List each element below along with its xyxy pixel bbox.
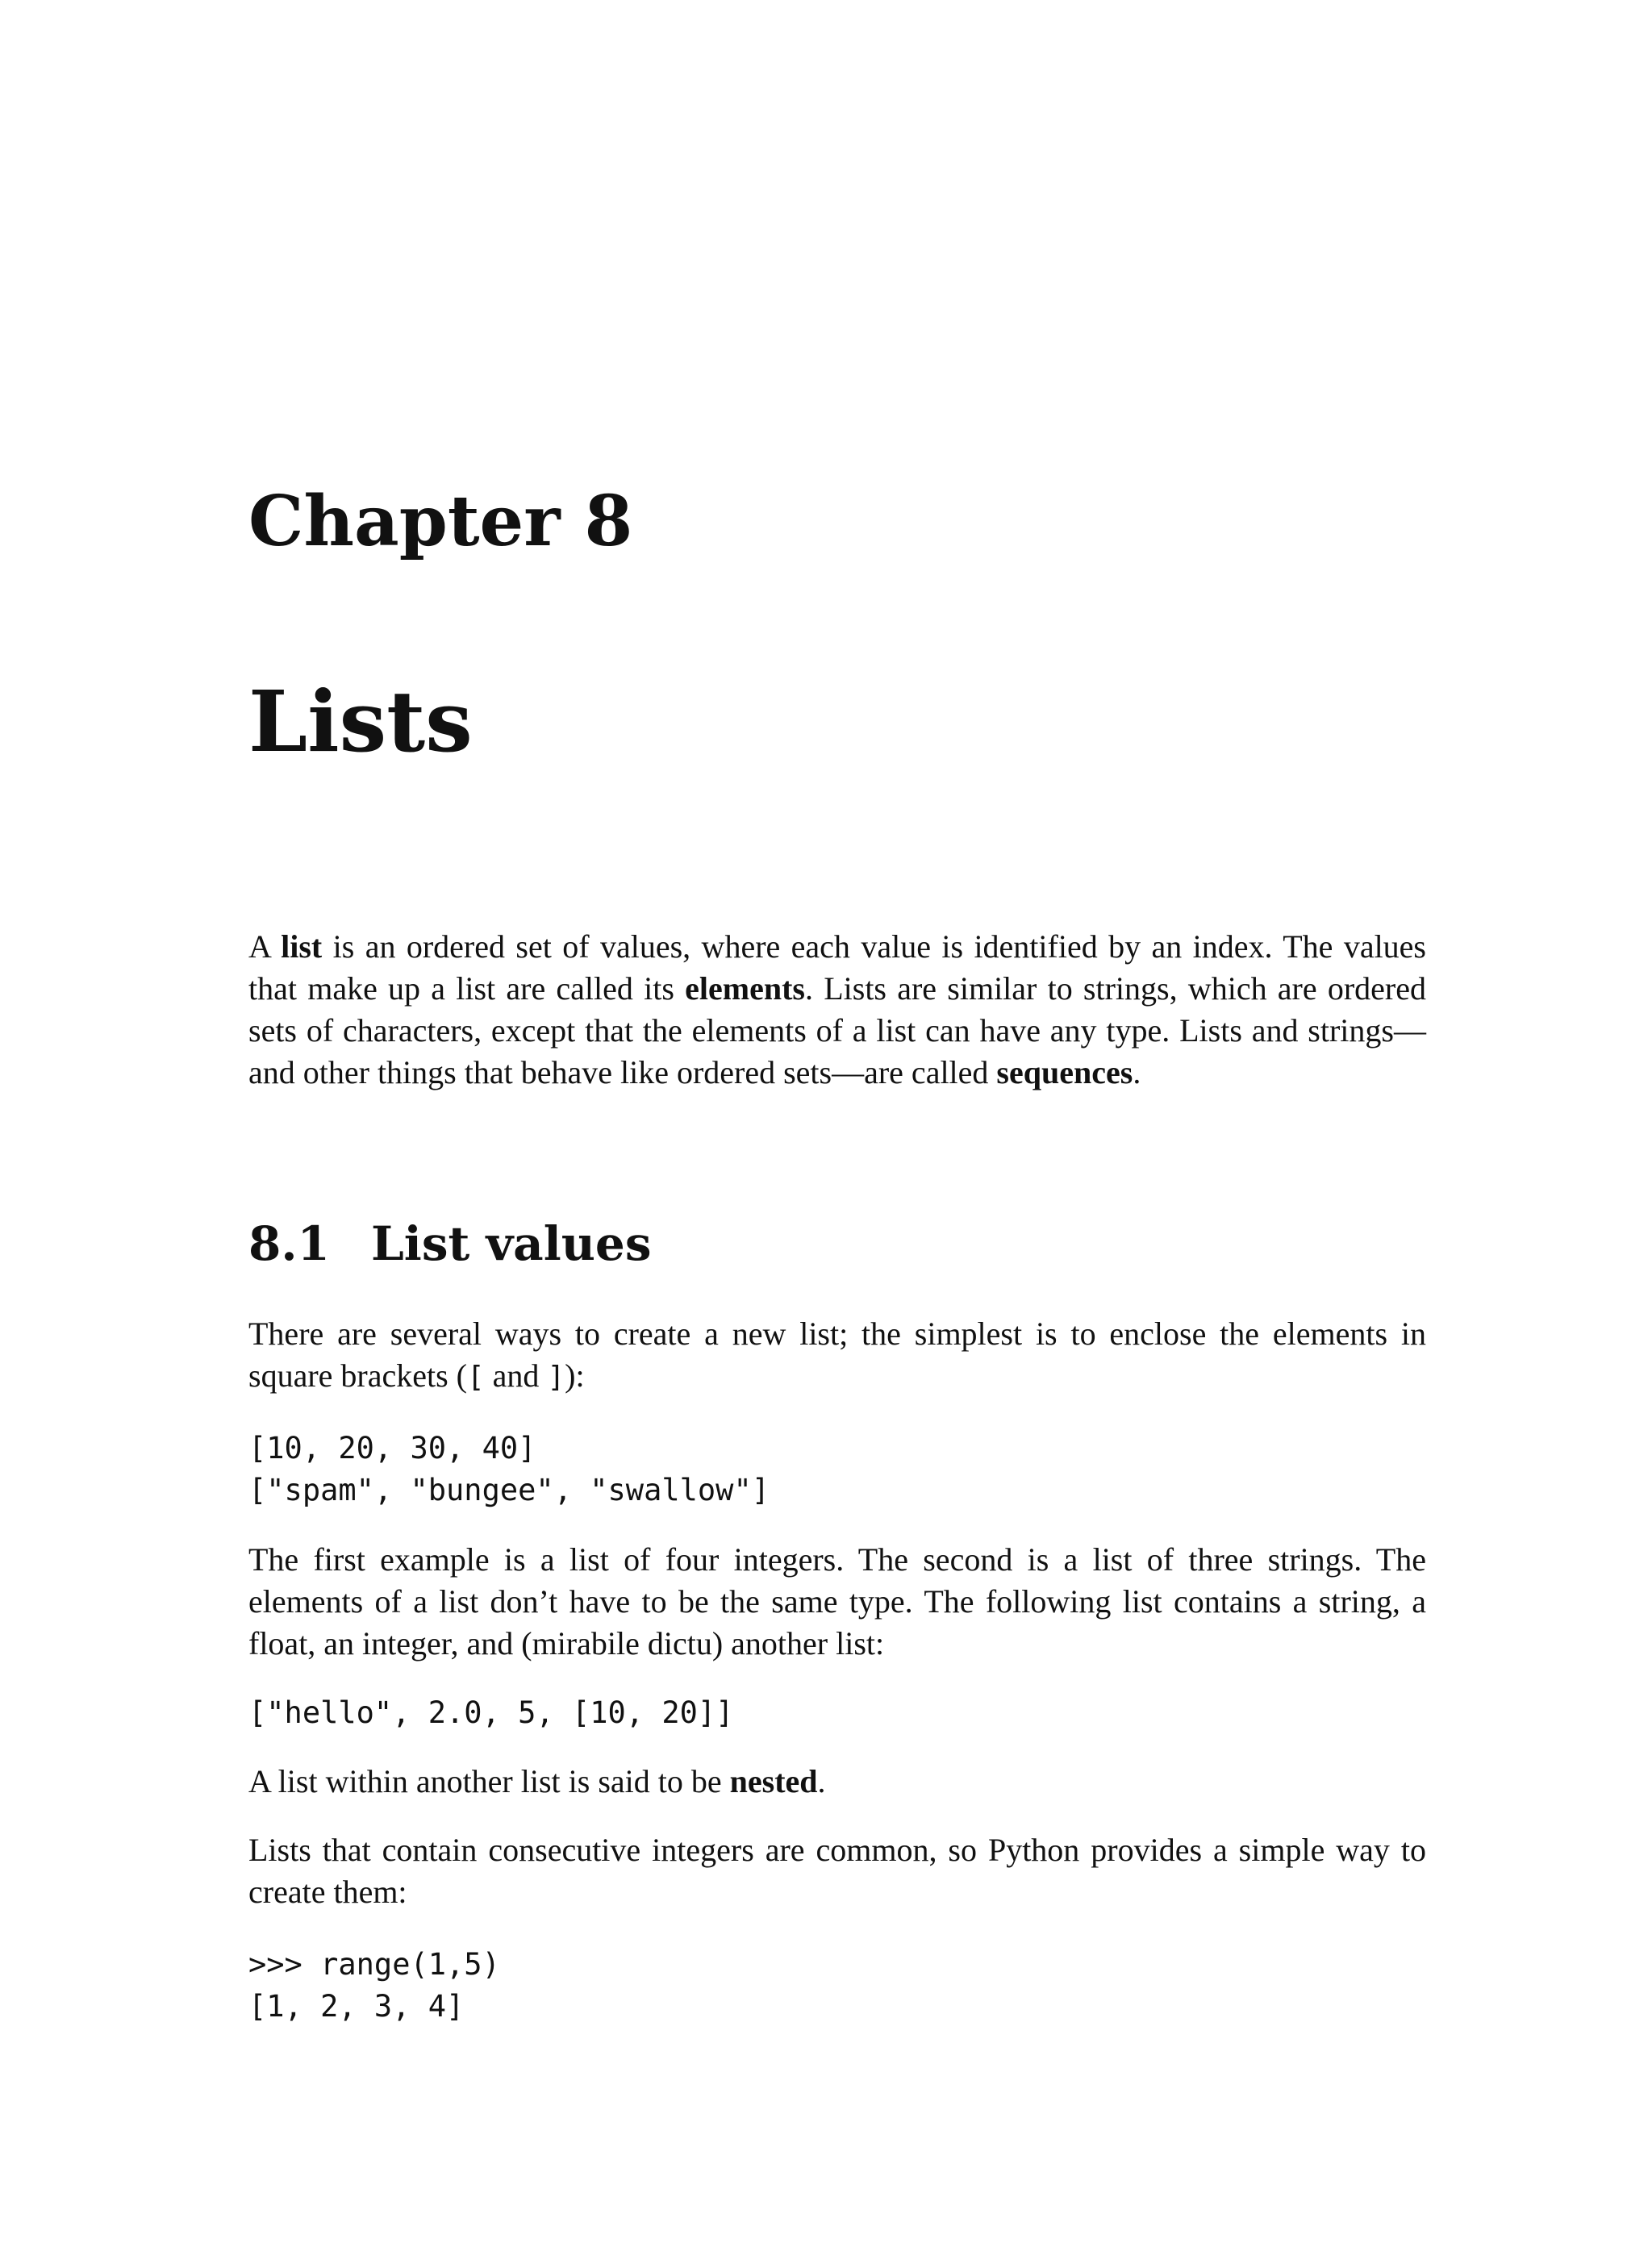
term-elements: elements xyxy=(685,970,805,1007)
paragraph-nested xyxy=(248,1761,1426,1803)
code-line: >>> range(1,5) xyxy=(248,1947,500,1982)
inline-code-close-bracket: ] xyxy=(547,1361,565,1394)
section-heading xyxy=(248,1216,652,1273)
code-line: [10, 20, 30, 40] xyxy=(248,1431,536,1466)
paragraph-range: Lists that contain consecutive integers are common, so Python provides a simple way to create them: xyxy=(248,1832,1426,1910)
section-title: List values xyxy=(371,1216,652,1271)
p1-text-1: There are several ways to create a new list; the simplest is to enclose the elements in square brackets ( xyxy=(248,1315,1426,1394)
paragraph-list-types: The first example is a list of four integers. The second is a list of three strings. The elements of a list don’t have to be the same type. The following list contains a string, a float, an integer, and (mirabile dictu) another list: xyxy=(248,1541,1426,1662)
inline-code-open-bracket: [ xyxy=(466,1361,485,1394)
code-block-mixed-list xyxy=(248,1692,733,1734)
chapter-title: Lists xyxy=(248,672,473,771)
term-nested: nested xyxy=(729,1763,818,1799)
code-block-range xyxy=(248,1944,500,2028)
intro-text-4: . xyxy=(1133,1054,1141,1090)
intro-text-1: A xyxy=(248,928,282,965)
term-list: list xyxy=(281,928,323,965)
intro-text-3: . Lists are similar to strings, which are ordered sets of characters, except that the elements of a list can have any type. Lists and strings—and other things that behave like ordered sets—are called xyxy=(248,970,1426,1090)
term-sequences: sequences xyxy=(996,1054,1133,1090)
paragraph-create-list xyxy=(248,1313,1426,1399)
section-number: 8.1 xyxy=(248,1216,330,1271)
p3-text-2: . xyxy=(817,1763,826,1799)
intro-paragraph xyxy=(248,926,1426,1094)
p1-text-3: ): xyxy=(565,1357,585,1394)
code-line: ["spam", "bungee", "swallow"] xyxy=(248,1473,770,1507)
intro-text-2: is an ordered set of values, where each value is identified by an index. The values that make up a list are called its xyxy=(248,928,1427,1007)
code-line: [1, 2, 3, 4] xyxy=(248,1989,465,2024)
p1-text-2: and xyxy=(484,1357,548,1394)
code-line: ["hello", 2.0, 5, [10, 20]] xyxy=(248,1695,734,1730)
p3-text-1: A list within another list is said to be xyxy=(248,1763,730,1799)
code-block-list-examples xyxy=(248,1428,770,1511)
chapter-label: Chapter 8 xyxy=(248,481,633,562)
